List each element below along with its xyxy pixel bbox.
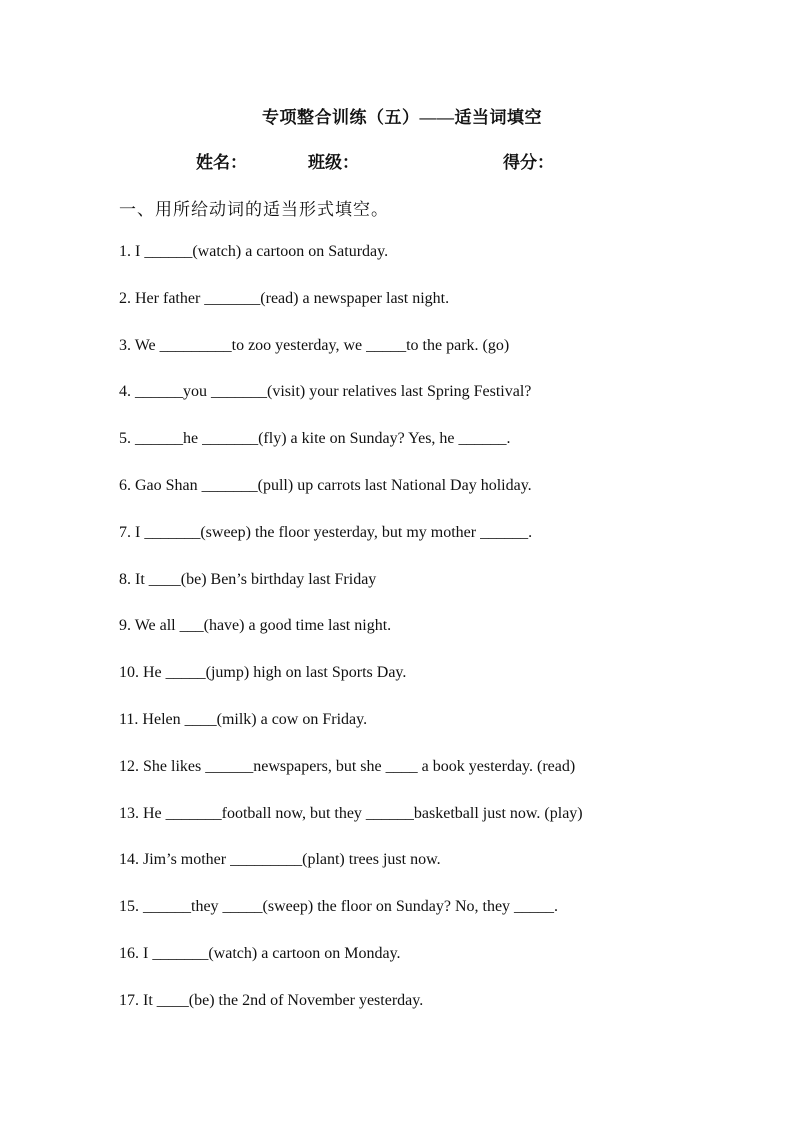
question-item: 2. Her father _______(read) a newspaper last night. xyxy=(119,289,450,307)
question-item: 9. We all ___(have) a good time last night. xyxy=(119,617,392,635)
score-label: 得分： xyxy=(503,153,554,172)
class-label: 班级： xyxy=(308,153,359,172)
question-item: 16. I _______(watch) a cartoon on Monday. xyxy=(119,944,401,962)
question-item: 6. Gao Shan _______(pull) up carrots last National Day holiday. xyxy=(119,476,532,494)
question-item: 15. ______they _____(sweep) the floor on Sunday? No, they _____. xyxy=(119,898,559,916)
question-item: 12. She likes ______newspapers, but she ____ a book yesterday. (read) xyxy=(119,757,576,775)
question-item: 3. We _________to zoo yesterday, we _____to the park. (go) xyxy=(119,336,510,354)
question-item: 7. I _______(sweep) the floor yesterday, but my mother ______. xyxy=(119,523,533,541)
question-item: 8. It ____(be) Ben’s birthday last Friday xyxy=(119,570,377,588)
question-item: 11. Helen ____(milk) a cow on Friday. xyxy=(119,710,368,728)
question-item: 1. I ______(watch) a cartoon on Saturday. xyxy=(119,243,389,260)
question-list xyxy=(119,240,739,1036)
question-item: 5. ______he _______(fly) a kite on Sunday? Yes, he ______. xyxy=(119,430,511,448)
page-title: 专项整合训练（五）——适当词填空 xyxy=(262,108,542,127)
question-item: 10. He _____(jump) high on last Sports Day. xyxy=(119,664,407,682)
question-item: 14. Jim’s mother _________(plant) trees just now. xyxy=(119,851,441,869)
question-item: 13. He _______football now, but they ______basketball just now. (play) xyxy=(119,804,583,822)
section-heading: 一、用所给动词的适当形式填空。 xyxy=(119,200,389,219)
name-label: 姓名： xyxy=(196,153,247,172)
question-item: 4. ______you _______(visit) your relatives last Spring Festival? xyxy=(119,383,532,401)
question-item: 17. It ____(be) the 2nd of November yesterday. xyxy=(119,991,424,1009)
student-info-row xyxy=(0,148,794,172)
